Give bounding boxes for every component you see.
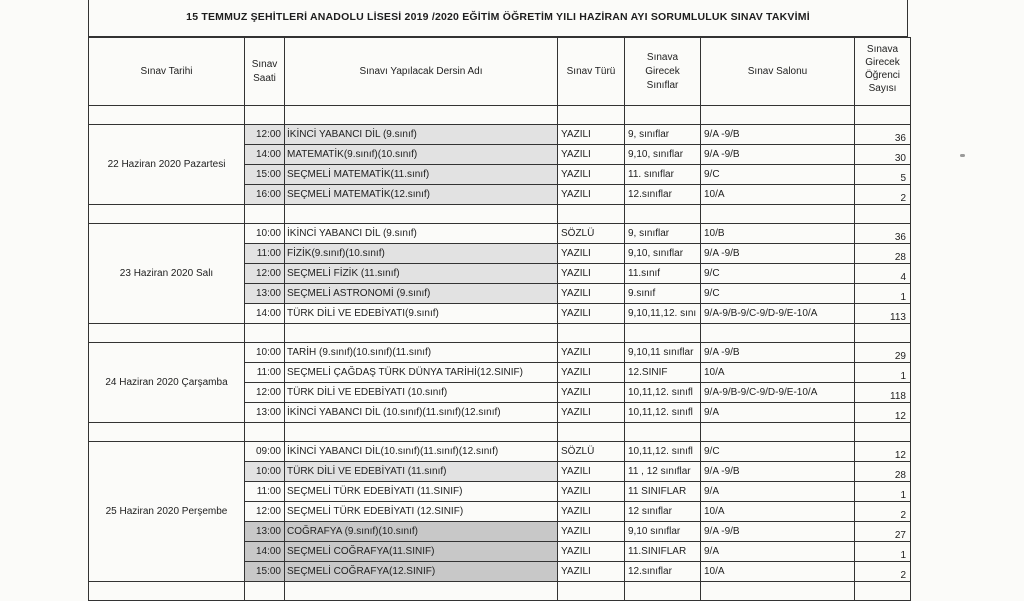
spacer-row <box>89 582 911 601</box>
exam-date: 25 Haziran 2020 Perşembe <box>89 442 245 582</box>
exam-type: YAZILI <box>558 363 625 383</box>
exam-date: 23 Haziran 2020 Salı <box>89 224 245 324</box>
exam-classes: 11.SINIFLAR <box>625 542 701 562</box>
exam-type: YAZILI <box>558 502 625 522</box>
spacer-cell <box>625 205 701 224</box>
student-count: 36 <box>855 125 911 145</box>
exam-type: YAZILI <box>558 343 625 363</box>
exam-hall: 9/A <box>701 482 855 502</box>
exam-time: 11:00 <box>245 363 285 383</box>
exam-hall: 10/B <box>701 224 855 244</box>
spacer-cell <box>855 582 911 601</box>
spacer-cell <box>89 582 245 601</box>
exam-hall: 9/A -9/B <box>701 125 855 145</box>
spacer-cell <box>625 423 701 442</box>
spacer-cell <box>701 205 855 224</box>
exam-classes: 11.sınıf <box>625 264 701 284</box>
spacer-cell <box>701 582 855 601</box>
course-name: TÜRK DİLİ VE EDEBİYATI (10.sınıf) <box>285 383 558 403</box>
title-row <box>88 0 908 37</box>
exam-classes: 9,10,11 sınıflar <box>625 343 701 363</box>
student-count: 28 <box>855 462 911 482</box>
student-count: 113 <box>855 304 911 324</box>
exam-classes: 12.sınıflar <box>625 185 701 205</box>
header-row <box>89 38 911 106</box>
course-name: COĞRAFYA (9.sınıf)(10.sınıf) <box>285 522 558 542</box>
exam-classes: 9, sınıflar <box>625 224 701 244</box>
exam-type: YAZILI <box>558 165 625 185</box>
spacer-cell <box>245 324 285 343</box>
exam-classes: 10,11,12. sınıfl <box>625 403 701 423</box>
spacer-cell <box>89 324 245 343</box>
course-name: MATEMATİK(9.sınıf)(10.sınıf) <box>285 145 558 165</box>
table-row <box>89 442 911 462</box>
exam-hall: 9/C <box>701 442 855 462</box>
exam-type: YAZILI <box>558 403 625 423</box>
exam-hall: 10/A <box>701 185 855 205</box>
student-count: 12 <box>855 403 911 423</box>
student-count: 1 <box>855 363 911 383</box>
spacer-cell <box>285 582 558 601</box>
exam-hall: 9/A-9/B-9/C-9/D-9/E-10/A <box>701 383 855 403</box>
spacer-cell <box>558 324 625 343</box>
exam-type: YAZILI <box>558 462 625 482</box>
exam-hall: 10/A <box>701 363 855 383</box>
spacer-cell <box>855 205 911 224</box>
spacer-cell <box>245 205 285 224</box>
header-count: Sınava Girecek Öğrenci Sayısı <box>855 38 911 106</box>
exam-hall: 9/C <box>701 165 855 185</box>
exam-type: YAZILI <box>558 185 625 205</box>
page-title: 15 TEMMUZ ŞEHİTLERİ ANADOLU LİSESİ 2019 /2020 EĞİTİM ÖĞRETİM YILI HAZİRAN AYI SORUMLULUK SINAV TAKVİMİ <box>186 11 810 23</box>
exam-hall: 9/A <box>701 403 855 423</box>
header-classes: Sınava Girecek Sınıflar <box>625 38 701 106</box>
exam-time: 10:00 <box>245 224 285 244</box>
exam-classes: 11 , 12 sınıflar <box>625 462 701 482</box>
spacer-cell <box>245 423 285 442</box>
exam-time: 14:00 <box>245 145 285 165</box>
spacer-cell <box>855 423 911 442</box>
exam-type: YAZILI <box>558 562 625 582</box>
exam-time: 09:00 <box>245 442 285 462</box>
spacer-cell <box>285 423 558 442</box>
course-name: SEÇMELİ FİZİK (11.sınıf) <box>285 264 558 284</box>
spacer-row <box>89 423 911 442</box>
spacer-row <box>89 106 911 125</box>
course-name: TARİH (9.sınıf)(10.sınıf)(11.sınıf) <box>285 343 558 363</box>
header-date: Sınav Tarihi <box>89 38 245 106</box>
exam-type: YAZILI <box>558 482 625 502</box>
course-name: FİZİK(9.sınıf)(10.sınıf) <box>285 244 558 264</box>
exam-time: 12:00 <box>245 502 285 522</box>
exam-time: 13:00 <box>245 403 285 423</box>
spacer-cell <box>558 106 625 125</box>
spacer-cell <box>701 324 855 343</box>
spacer-row <box>89 205 911 224</box>
exam-classes: 11 SINIFLAR <box>625 482 701 502</box>
exam-time: 11:00 <box>245 244 285 264</box>
spacer-cell <box>89 423 245 442</box>
exam-date: 24 Haziran 2020 Çarşamba <box>89 343 245 423</box>
spacer-cell <box>558 582 625 601</box>
student-count: 27 <box>855 522 911 542</box>
header-time: Sınav Saati <box>245 38 285 106</box>
exam-type: YAZILI <box>558 304 625 324</box>
exam-hall: 9/C <box>701 284 855 304</box>
exam-time: 12:00 <box>245 125 285 145</box>
spacer-cell <box>285 106 558 125</box>
exam-time: 12:00 <box>245 383 285 403</box>
exam-classes: 12.sınıflar <box>625 562 701 582</box>
student-count: 5 <box>855 165 911 185</box>
exam-date: 22 Haziran 2020 Pazartesi <box>89 125 245 205</box>
exam-time: 16:00 <box>245 185 285 205</box>
exam-type: YAZILI <box>558 145 625 165</box>
spacer-cell <box>245 582 285 601</box>
exam-type: YAZILI <box>558 125 625 145</box>
exam-classes: 9.sınıf <box>625 284 701 304</box>
exam-classes: 11. sınıflar <box>625 165 701 185</box>
student-count: 29 <box>855 343 911 363</box>
student-count: 2 <box>855 502 911 522</box>
schedule-table <box>88 37 911 601</box>
course-name: İKİNCİ YABANCI DİL (10.sınıf)(11.sınıf)(12.sınıf) <box>285 403 558 423</box>
exam-classes: 10,11,12. sınıfl <box>625 442 701 462</box>
student-count: 12 <box>855 442 911 462</box>
student-count: 1 <box>855 482 911 502</box>
course-name: SEÇMELİ COĞRAFYA(12.SINIF) <box>285 562 558 582</box>
spacer-cell <box>625 582 701 601</box>
header-type: Sınav Türü <box>558 38 625 106</box>
exam-classes: 9,10,11,12. sını <box>625 304 701 324</box>
exam-type: YAZILI <box>558 264 625 284</box>
exam-time: 13:00 <box>245 522 285 542</box>
course-name: SEÇMELİ MATEMATİK(11.sınıf) <box>285 165 558 185</box>
exam-hall: 9/A-9/B-9/C-9/D-9/E-10/A <box>701 304 855 324</box>
exam-classes: 10,11,12. sınıfl <box>625 383 701 403</box>
spacer-cell <box>625 106 701 125</box>
course-name: SEÇMELİ TÜRK EDEBİYATI (11.SINIF) <box>285 482 558 502</box>
course-name: SEÇMELİ ÇAĞDAŞ TÜRK DÜNYA TARİHİ(12.SINIF) <box>285 363 558 383</box>
exam-type: SÖZLÜ <box>558 442 625 462</box>
spacer-row <box>89 324 911 343</box>
exam-classes: 12.SINIF <box>625 363 701 383</box>
course-name: SEÇMELİ ASTRONOMİ (9.sınıf) <box>285 284 558 304</box>
exam-hall: 9/A <box>701 542 855 562</box>
schedule-body <box>89 106 911 601</box>
student-count: 4 <box>855 264 911 284</box>
exam-hall: 9/A -9/B <box>701 462 855 482</box>
exam-time: 11:00 <box>245 482 285 502</box>
exam-time: 12:00 <box>245 264 285 284</box>
exam-type: SÖZLÜ <box>558 224 625 244</box>
table-row <box>89 343 911 363</box>
exam-type: YAZILI <box>558 383 625 403</box>
exam-time: 10:00 <box>245 462 285 482</box>
spacer-cell <box>855 106 911 125</box>
spacer-cell <box>855 324 911 343</box>
spacer-cell <box>701 106 855 125</box>
exam-hall: 10/A <box>701 502 855 522</box>
student-count: 1 <box>855 284 911 304</box>
student-count: 30 <box>855 145 911 165</box>
course-name: SEÇMELİ TÜRK EDEBİYATI (12.SINIF) <box>285 502 558 522</box>
spacer-cell <box>701 423 855 442</box>
student-count: 2 <box>855 562 911 582</box>
header-course: Sınavı Yapılacak Dersin Adı <box>285 38 558 106</box>
exam-classes: 12 sınıflar <box>625 502 701 522</box>
exam-schedule-sheet <box>88 0 910 581</box>
course-name: SEÇMELİ COĞRAFYA(11.SINIF) <box>285 542 558 562</box>
course-name: SEÇMELİ MATEMATİK(12.sınıf) <box>285 185 558 205</box>
exam-classes: 9, sınıflar <box>625 125 701 145</box>
exam-classes: 9,10 sınıflar <box>625 522 701 542</box>
exam-time: 14:00 <box>245 542 285 562</box>
exam-hall: 9/A -9/B <box>701 145 855 165</box>
course-name: TÜRK DİLİ VE EDEBİYATI(9.sınıf) <box>285 304 558 324</box>
spacer-cell <box>285 324 558 343</box>
exam-type: YAZILI <box>558 542 625 562</box>
exam-time: 14:00 <box>245 304 285 324</box>
student-count: 2 <box>855 185 911 205</box>
exam-hall: 9/A -9/B <box>701 343 855 363</box>
exam-time: 15:00 <box>245 165 285 185</box>
exam-classes: 9,10, sınıflar <box>625 145 701 165</box>
course-name: İKİNCİ YABANCI DİL (9.sınıf) <box>285 224 558 244</box>
exam-hall: 9/A -9/B <box>701 522 855 542</box>
spacer-cell <box>285 205 558 224</box>
student-count: 118 <box>855 383 911 403</box>
exam-time: 13:00 <box>245 284 285 304</box>
table-row <box>89 125 911 145</box>
spacer-cell <box>625 324 701 343</box>
exam-hall: 10/A <box>701 562 855 582</box>
exam-time: 10:00 <box>245 343 285 363</box>
exam-type: YAZILI <box>558 522 625 542</box>
student-count: 28 <box>855 244 911 264</box>
exam-classes: 9,10, sınıflar <box>625 244 701 264</box>
exam-time: 15:00 <box>245 562 285 582</box>
course-name: TÜRK DİLİ VE EDEBİYATI (11.sınıf) <box>285 462 558 482</box>
student-count: 1 <box>855 542 911 562</box>
exam-type: YAZILI <box>558 244 625 264</box>
exam-hall: 9/A -9/B <box>701 244 855 264</box>
course-name: İKİNCİ YABANCI DİL(10.sınıf)(11.sınıf)(12.sınıf) <box>285 442 558 462</box>
course-name: İKİNCİ YABANCI DİL (9.sınıf) <box>285 125 558 145</box>
spacer-cell <box>89 106 245 125</box>
student-count: 36 <box>855 224 911 244</box>
table-row <box>89 224 911 244</box>
spacer-cell <box>89 205 245 224</box>
exam-hall: 9/C <box>701 264 855 284</box>
spacer-cell <box>558 205 625 224</box>
scan-speck <box>960 154 965 157</box>
spacer-cell <box>245 106 285 125</box>
exam-type: YAZILI <box>558 284 625 304</box>
spacer-cell <box>558 423 625 442</box>
header-hall: Sınav Salonu <box>701 38 855 106</box>
